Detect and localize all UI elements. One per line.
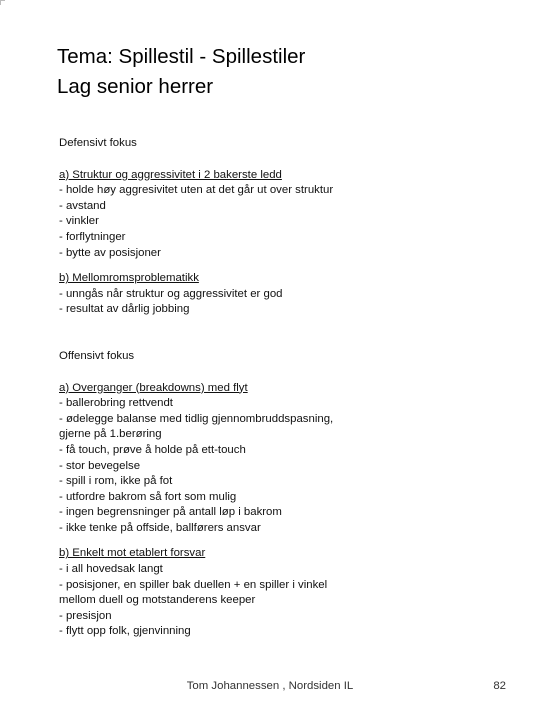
offensive-b-title: b) Enkelt mot etablert forsvar: [59, 547, 206, 560]
defensive-a-title: a) Struktur og aggressivitet i 2 bakerste ledd: [59, 168, 282, 181]
offensive-a-item: - få touch, prøve å holde på ett-touch: [59, 443, 246, 456]
defensive-a-item: - forflytninger: [59, 230, 126, 243]
offensive-a-item: - stor bevegelse: [59, 459, 141, 472]
offensive-a-item: - ingen begrensninger på antall løp i bakrom: [59, 506, 282, 519]
page-corner-mark: [0, 0, 5, 5]
offensive-b-item: - posisjoner, en spiller bak duellen + en spiller i vinkel: [59, 578, 328, 591]
offensive-b-item: mellom duell og motstanderens keeper: [59, 594, 256, 607]
offensive-a-item: - ødelegge balanse med tidlig gjennombruddspasning,: [59, 412, 334, 425]
title-line-2: Lag senior herrer: [57, 75, 214, 98]
defensive-a-item: - avstand: [59, 199, 106, 212]
footer-author: Tom Johannessen , Nordsiden IL: [186, 680, 354, 692]
page-title: [57, 42, 305, 102]
offensive-a-item: - utfordre bakrom så fort som mulig: [59, 490, 237, 503]
offensive-b-item: - presisjon: [59, 609, 112, 622]
defensive-b-title: b) Mellomromsproblematikk: [59, 272, 199, 285]
offensive-a-title: a) Overganger (breakdowns) med flyt: [59, 381, 248, 394]
offensive-a-item: - ikke tenke på offside, ballførers ansvar: [59, 521, 261, 534]
defensive-a-item: - bytte av posisjoner: [59, 246, 161, 259]
offensive-b-item: - i all hovedsak langt: [59, 563, 163, 576]
offensive-a-item: gjerne på 1.berøring: [59, 428, 162, 441]
defensive-b-item: - resultat av dårlig jobbing: [59, 303, 190, 316]
document-body: [59, 136, 499, 640]
defensive-b-item: - unngås når struktur og aggressivitet er god: [59, 287, 283, 300]
offensive-heading: Offensivt fokus: [59, 349, 135, 362]
offensive-a-item: - spill i rom, ikke på fot: [59, 475, 173, 488]
title-line-1: Tema: Spillestil - Spillestiler: [57, 45, 306, 68]
page-number: 82: [493, 680, 506, 692]
defensive-heading: Defensivt fokus: [59, 137, 137, 149]
defensive-a-item: - holde høy aggresivitet uten at det går ut over struktur: [59, 184, 334, 197]
offensive-a-item: - ballerobring rettvendt: [59, 397, 173, 410]
defensive-a-item: - vinkler: [59, 215, 99, 228]
offensive-b-item: - flytt opp folk, gjenvinning: [59, 625, 191, 638]
